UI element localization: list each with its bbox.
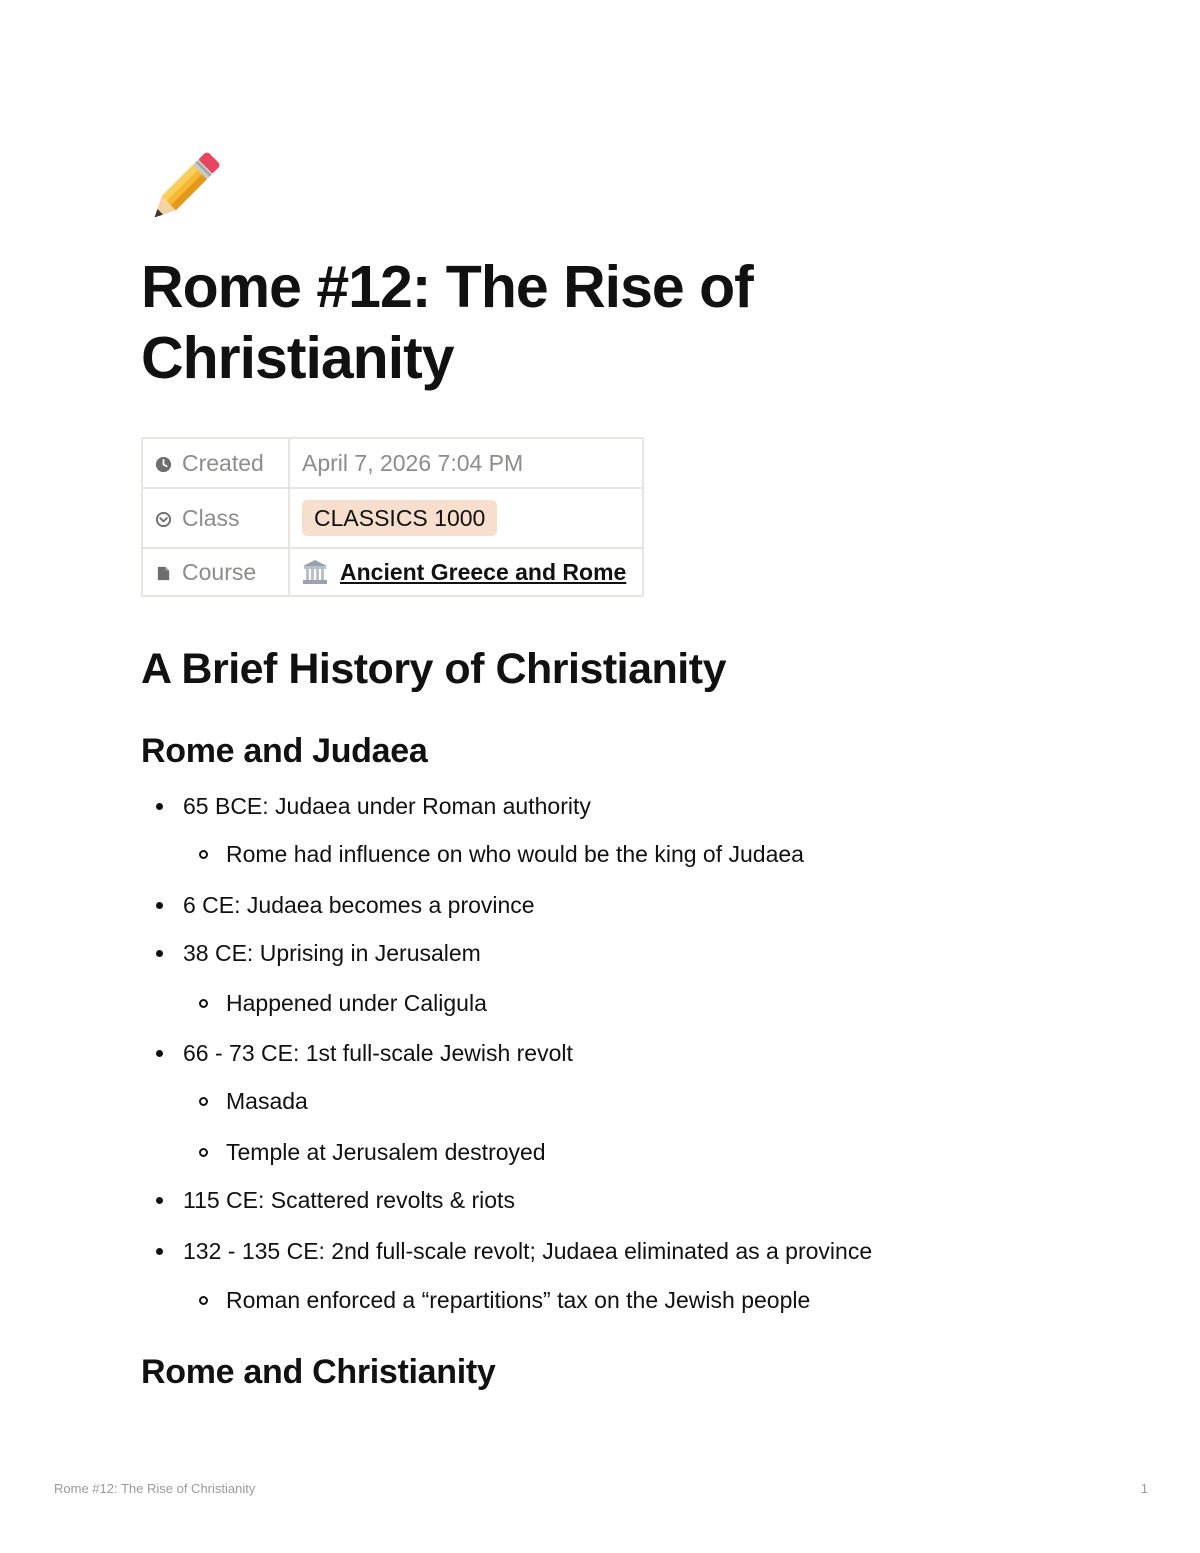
list-item: 115 CE: Scattered revolts & riots — [183, 1187, 515, 1213]
page-title: Rome #12: The Rise of Christianity — [141, 254, 753, 391]
property-row-course — [142, 548, 643, 596]
select-circle-icon — [155, 511, 172, 528]
property-key-created — [142, 438, 289, 488]
property-row-created — [142, 438, 643, 488]
classical-building-icon — [302, 559, 328, 585]
list-item: Roman enforced a “repartitions” tax on the Jewish people — [226, 1287, 811, 1313]
page-number: 1 — [1140, 1481, 1148, 1496]
list-item: 65 BCE: Judaea under Roman authority — [183, 793, 591, 819]
property-value-course — [289, 548, 643, 596]
heading-rome-and-judaea: Rome and Judaea — [141, 732, 428, 770]
property-value-class — [289, 488, 643, 548]
heading-brief-history: A Brief History of Christianity — [141, 645, 726, 693]
class-tag[interactable]: CLASSICS 1000 — [302, 500, 497, 536]
document-icon — [155, 565, 172, 582]
property-label-created: Created — [182, 449, 264, 476]
property-key-class — [142, 488, 289, 548]
list-item: Rome had influence on who would be the king of Judaea — [226, 841, 804, 867]
list-item: 66 - 73 CE: 1st full-scale Jewish revolt — [183, 1040, 573, 1066]
list-item: Temple at Jerusalem destroyed — [226, 1139, 546, 1165]
property-label-class: Class — [182, 504, 240, 531]
list-item: Happened under Caligula — [226, 990, 487, 1016]
pencil-icon — [140, 140, 230, 230]
property-value-created: April 7, 2026 7:04 PM — [289, 438, 643, 488]
properties-table — [141, 437, 644, 597]
property-key-course — [142, 548, 289, 596]
list-item: Masada — [226, 1088, 308, 1114]
list-item: 6 CE: Judaea becomes a province — [183, 892, 535, 918]
list-item: 38 CE: Uprising in Jerusalem — [183, 940, 481, 966]
heading-rome-and-christianity: Rome and Christianity — [141, 1353, 496, 1391]
course-link[interactable]: Ancient Greece and Rome — [340, 558, 627, 585]
property-label-course: Course — [182, 558, 257, 585]
list-item: 132 - 135 CE: 2nd full-scale revolt; Judaea eliminated as a province — [183, 1238, 873, 1264]
clock-icon — [155, 456, 172, 473]
footer-title: Rome #12: The Rise of Christianity — [54, 1481, 256, 1496]
property-row-class — [142, 488, 643, 548]
